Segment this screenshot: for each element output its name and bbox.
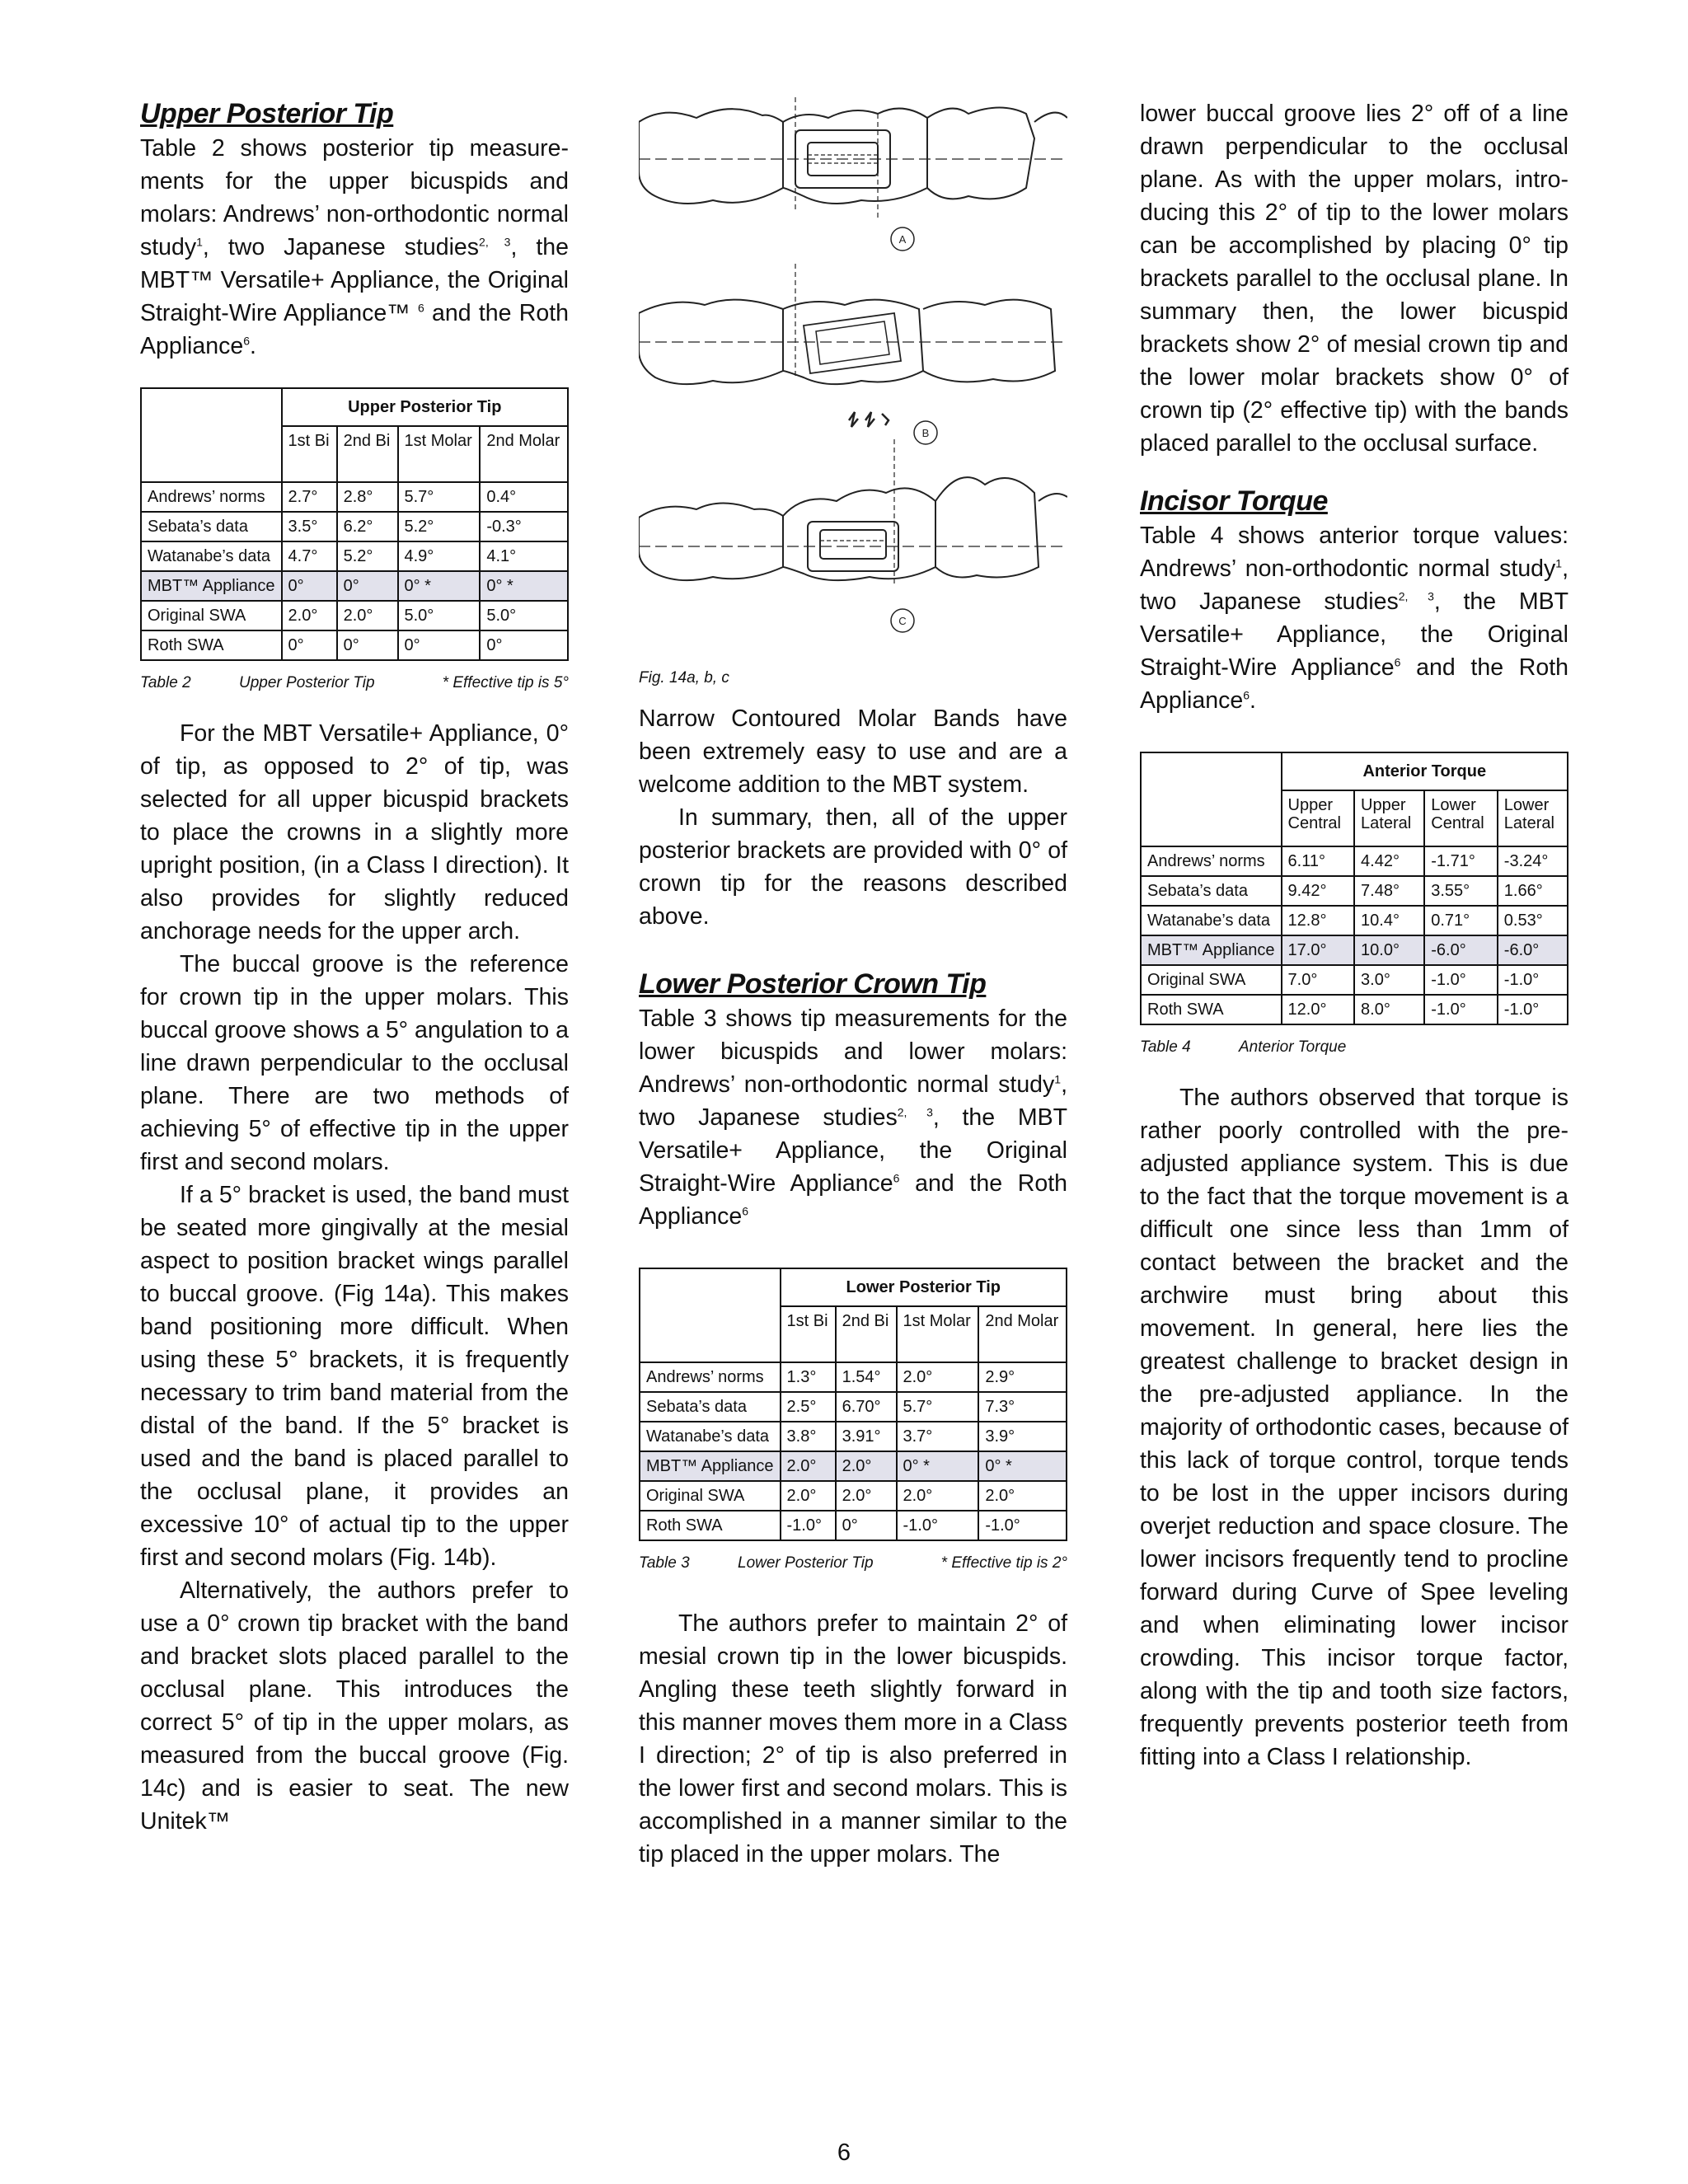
diagram-panel-a (639, 97, 1067, 251)
diagram-panel-b (639, 264, 1067, 444)
table-row (141, 512, 568, 541)
reference-superscript: 6 (417, 301, 424, 315)
table-2-caption (140, 674, 569, 692)
paragraph-alternatively: Alternatively, the authors prefer to use a 0° crown tip bracket with the band and bracket slots placed parallel to the occlusal plane. This introduces the correct 5° of tip in the upper molars, as measured from the buccal groove (Fig. 14c) and is easier to seat. The new Unitek™ (140, 1577, 569, 1835)
table-cell: 10.0° (1354, 935, 1424, 965)
table-corner-cell (1141, 752, 1282, 846)
row-label: MBT™ Appliance (1141, 935, 1282, 965)
table-row (141, 571, 568, 601)
table-cell: -1.0° (978, 1511, 1067, 1540)
text-run: , the MBT™ Versatile+ Appliance, the Original Straight-Wire Appliance™ (140, 234, 569, 326)
table-cell: -1.0° (897, 1511, 979, 1540)
table-cell: 0.53° (1498, 906, 1568, 935)
table-row (640, 1481, 1067, 1511)
table-cell: 4.7° (282, 541, 337, 571)
column-header: 1st Bi (282, 426, 337, 482)
table-cell: 7.0° (1282, 965, 1355, 995)
text-run: , two Japanese studies (1140, 555, 1568, 615)
caption-label: Table 3 (639, 1554, 690, 1572)
table-row (141, 630, 568, 660)
text-run: , the MBT Versatile+ Appliance, the Original Straight-Wire Appliance (639, 1104, 1067, 1197)
table-cell: 0.4° (480, 482, 568, 512)
table-row (640, 1362, 1067, 1392)
caption-title: Lower Posterior Tip (738, 1554, 874, 1572)
table-cell: 5.0° (480, 601, 568, 630)
column-header: 2nd Molar (480, 426, 568, 482)
text-run: and the Roth Appliance (1140, 654, 1568, 714)
row-label: Roth SWA (640, 1511, 781, 1540)
table-cell: 5.2° (337, 541, 398, 571)
paragraph-mbt-bicuspid: For the MBT Versatile+ Appliance, 0° of tip, as opposed to 2° of tip, was selected for all upper bicuspid brackets to place the crowns in a slightly more upright position, (in a Class I direction). It also provides for slightly reduced anchorage needs for the upper arch. (140, 720, 569, 944)
reference-superscript: 6 (1243, 688, 1250, 702)
table-cell: 2.0° (836, 1451, 897, 1481)
row-label: Original SWA (1141, 965, 1282, 995)
diagram-panel-c (639, 439, 1067, 632)
table-cell: 17.0° (1282, 935, 1355, 965)
table-cell: 0° (337, 630, 398, 660)
table-cell: -6.0° (1424, 935, 1498, 965)
text-run: . (1249, 687, 1256, 714)
table-cell: 6.11° (1282, 846, 1355, 876)
table-cell: 2.0° (282, 601, 337, 630)
row-label: Original SWA (640, 1481, 781, 1511)
row-label: Roth SWA (141, 630, 282, 660)
table-cell: 3.9° (978, 1422, 1067, 1451)
column-header: 2nd Bi (337, 426, 398, 482)
reference-superscript: 6 (742, 1204, 748, 1218)
table-cell: 0° (282, 630, 337, 660)
table-cell: 2.0° (337, 601, 398, 630)
row-label: Andrews’ norms (141, 482, 282, 512)
table-anterior-torque (1140, 752, 1568, 1025)
figure-14 (639, 97, 1067, 666)
text-run: Table 2 shows posterior tip measure-ments for the upper bicuspids and molars: Andrews’ non-orthodontic normal study (140, 135, 569, 260)
table-row (640, 1392, 1067, 1422)
table-cell: 7.48° (1354, 876, 1424, 906)
table-cell: 12.0° (1282, 995, 1355, 1024)
table-cell: 5.7° (897, 1392, 979, 1422)
table-cell: 0° (337, 571, 398, 601)
table-cell: 4.1° (480, 541, 568, 571)
paragraph-table3-intro (639, 1002, 1067, 1233)
table-title: Upper Posterior Tip (282, 388, 568, 426)
reference-superscript: 6 (1394, 655, 1401, 669)
column-2 (639, 97, 1067, 1871)
table-4-caption (1140, 1038, 1568, 1057)
page-number: 6 (837, 2139, 851, 2166)
paragraph-buccal-groove: The buccal groove is the reference for crown tip in the upper molars. This buccal groove shows a 5° angulation to a line drawn perpendicular to the occlusal plane. There are two methods of achieving 5° of effective tip in the upper first and second molars. (140, 951, 569, 1175)
table-cell: 0° (398, 630, 481, 660)
table-row (1141, 935, 1568, 965)
table-corner-cell (640, 1268, 781, 1362)
table-cell: 0° * (897, 1451, 979, 1481)
table-cell: -6.0° (1498, 935, 1568, 965)
row-label: Roth SWA (1141, 995, 1282, 1024)
caption-label: Table 2 (140, 674, 191, 691)
text-run: , two Japanese studies (202, 234, 480, 260)
table-cell: -0.3° (480, 512, 568, 541)
table-row (640, 1451, 1067, 1481)
table-row (141, 541, 568, 571)
table-row (1141, 876, 1568, 906)
table-cell: 0° * (480, 571, 568, 601)
table-cell: 6.70° (836, 1392, 897, 1422)
table-cell: 4.9° (398, 541, 481, 571)
table-cell: 2.5° (781, 1392, 836, 1422)
table-cell: 0° * (978, 1451, 1067, 1481)
table-cell: -1.0° (781, 1511, 836, 1540)
column-header: 1st Bi (781, 1306, 836, 1362)
table-cell: 12.8° (1282, 906, 1355, 935)
reference-superscript: 1 (1555, 556, 1563, 570)
figure-label-a: A (898, 233, 907, 246)
column-1 (140, 97, 569, 1838)
column-header: 2nd Molar (978, 1306, 1067, 1362)
text-run: , the MBT Versatile+ Appliance, the Original Straight-Wire Appliance (1140, 588, 1568, 681)
row-label: MBT™ Appliance (141, 571, 282, 601)
reference-superscript: 2, 3 (1398, 589, 1434, 603)
text-run: . (249, 333, 256, 359)
row-label: MBT™ Appliance (640, 1451, 781, 1481)
reference-superscript: 2, 3 (479, 235, 511, 249)
caption-title: Upper Posterior Tip (239, 674, 375, 691)
table-cell: 8.0° (1354, 995, 1424, 1024)
table-cell: 2.0° (836, 1481, 897, 1511)
figure-label-c: C (898, 615, 907, 627)
table-cell: 0° * (398, 571, 481, 601)
table-row (1141, 906, 1568, 935)
table-cell: 2.0° (781, 1451, 836, 1481)
heading-upper-posterior-tip: Upper Posterior Tip (140, 98, 394, 129)
table-row (1141, 965, 1568, 995)
table-row (1141, 995, 1568, 1024)
figure-caption: Fig. 14a, b, c (639, 669, 729, 687)
table-cell: 3.8° (781, 1422, 836, 1451)
table-lower-posterior-tip (639, 1268, 1067, 1541)
table-cell: 7.3° (978, 1392, 1067, 1422)
figure-label-b: B (921, 427, 930, 439)
table-row (1141, 846, 1568, 876)
table-cell: 2.0° (897, 1362, 979, 1392)
paragraph-table2-intro (140, 132, 569, 363)
table-row (141, 482, 568, 512)
heading-incisor-torque: Incisor Torque (1140, 485, 1328, 517)
molar-band-diagram (639, 97, 1067, 666)
paragraph-narrow-bands: Narrow Contoured Molar Bands have been extremely easy to use and are a welcome addition to the MBT system. (639, 705, 1067, 798)
reference-superscript: 6 (243, 334, 250, 348)
table-cell: 4.42° (1354, 846, 1424, 876)
column-header: 1st Molar (897, 1306, 979, 1362)
table-cell: 0° (282, 571, 337, 601)
row-label: Sebata’s data (640, 1392, 781, 1422)
table-cell: 3.91° (836, 1422, 897, 1451)
table-cell: 2.0° (897, 1481, 979, 1511)
table-row (141, 601, 568, 630)
caption-note: * Effective tip is 5° (442, 674, 569, 691)
table-cell: 5.7° (398, 482, 481, 512)
column-header: 2nd Bi (836, 1306, 897, 1362)
table-cell: 3.0° (1354, 965, 1424, 995)
text-run: and the Roth Appliance (140, 300, 569, 359)
table-3-caption (639, 1554, 1067, 1572)
reference-superscript: 6 (893, 1171, 900, 1185)
table-cell: -1.71° (1424, 846, 1498, 876)
table-cell: 10.4° (1354, 906, 1424, 935)
paragraph-torque-discussion: The authors observed that torque is rather poorly controlled with the pre-adjusted appliance system. This is due to the fact that the torque movement is a difficult one since less than 1mm of contact between the bracket and the archwire must bring about this movement. In general, here lies the greatest challenge to bracket design in the pre-adjusted appliance. In the majority of orthodontic cases, because of this lack of torque control, torque tends to be lost in the upper incisors during overjet reduction and space closure. The lower incisors frequently tend to procline forward during Curve of Spee leveling and when eliminating lower incisor crowding. This incisor torque factor, along with the tip and tooth size factors, frequently prevents posterior teeth from fitting into a Class I relationship. (1140, 1085, 1568, 1770)
caption-label: Table 4 (1140, 1038, 1191, 1056)
table-cell: 5.0° (398, 601, 481, 630)
table-cell: 6.2° (337, 512, 398, 541)
table-cell: -1.0° (1424, 995, 1498, 1024)
table-cell: 1.3° (781, 1362, 836, 1392)
paragraph-lower-bicuspids: The authors prefer to maintain 2° of mesial crown tip in the lower bicuspids. Angling these teeth slightly forward in this manner moves them more in a Class I direction; 2° of tip is also preferred in the lower first and second molars. This is accomplished in a manner similar to the tip placed in the upper molars. The (639, 1610, 1067, 1868)
column-header: Lower Lateral (1498, 790, 1568, 846)
table-cell: 2.8° (337, 482, 398, 512)
caption-note: * Effective tip is 2° (940, 1554, 1067, 1572)
row-label: Andrews’ norms (1141, 846, 1282, 876)
paragraph-5deg-bracket: If a 5° bracket is used, the band must be seated more gingivally at the mesial aspect to position bracket wings parallel to buccal groove. (Fig 14a). This makes band positioning more difficult. When using these 5° brackets, it is frequently necessary to trim band material from the distal of the band. If the 5° bracket is used and the band is placed parallel to the occlusal plane, it provides an excessive 10° of actual tip to the upper first and second molars (Fig. 14b). (140, 1182, 569, 1571)
data-table (639, 1268, 1067, 1541)
paragraph-lower-buccal-groove: lower buccal groove lies 2° off of a line drawn perpendicular to the occlusal plane. As with the upper molars, intro-ducing this 2° of tip to the lower molars can be accomplished by placing 0° tip brackets parallel to the occlusal plane. In summary then, the lower bicuspid brackets show 2° of mesial crown tip and the lower molar brackets show 0° of crown tip (2° effective tip) with the bands placed parallel to the occlusal surface. (1140, 101, 1568, 457)
table-cell: 2.7° (282, 482, 337, 512)
table-cell: 0° (480, 630, 568, 660)
reference-superscript: 1 (1054, 1072, 1062, 1086)
caption-title: Anterior Torque (1239, 1038, 1347, 1056)
table-cell: -1.0° (1498, 965, 1568, 995)
text-run: Table 4 shows anterior torque values: Andrews’ non-orthodontic normal study (1140, 523, 1568, 582)
table-corner-cell (141, 388, 282, 482)
row-label: Watanabe’s data (640, 1422, 781, 1451)
row-label: Andrews’ norms (640, 1362, 781, 1392)
column-header: Lower Central (1424, 790, 1498, 846)
text-run: , two Japanese studies (639, 1071, 1067, 1131)
table-cell: 1.54° (836, 1362, 897, 1392)
row-label: Watanabe’s data (141, 541, 282, 571)
heading-lower-posterior-crown-tip: Lower Posterior Crown Tip (639, 968, 987, 1000)
paragraph-table4-intro (1140, 519, 1568, 717)
reference-superscript: 2, 3 (897, 1105, 933, 1119)
table-cell: 1.66° (1498, 876, 1568, 906)
table-row (640, 1511, 1067, 1540)
reference-superscript: 1 (196, 235, 203, 249)
row-label: Watanabe’s data (1141, 906, 1282, 935)
data-table (140, 387, 569, 661)
data-table (1140, 752, 1568, 1025)
table-cell: 2.0° (781, 1481, 836, 1511)
table-cell: -3.24° (1498, 846, 1568, 876)
table-cell: 0° (836, 1511, 897, 1540)
column-header: Upper Lateral (1354, 790, 1424, 846)
table-cell: 9.42° (1282, 876, 1355, 906)
table-cell: 2.0° (978, 1481, 1067, 1511)
table-row (640, 1422, 1067, 1451)
text-run: and the Roth Appliance (639, 1170, 1067, 1230)
text-run: Table 3 shows tip measurements for the lower bicuspids and lower molars: Andrews’ non-orthodontic normal study (639, 1005, 1067, 1098)
column-3 (1140, 97, 1568, 1774)
table-upper-posterior-tip (140, 387, 569, 661)
row-label: Sebata’s data (1141, 876, 1282, 906)
table-cell: -1.0° (1424, 965, 1498, 995)
table-cell: 2.9° (978, 1362, 1067, 1392)
row-label: Original SWA (141, 601, 282, 630)
row-label: Sebata’s data (141, 512, 282, 541)
paragraph-summary-upper: In summary, then, all of the upper posterior brackets are provided with 0° of crown tip for the reasons described above. (639, 804, 1067, 930)
table-cell: 5.2° (398, 512, 481, 541)
table-cell: 3.5° (282, 512, 337, 541)
table-cell: -1.0° (1498, 995, 1568, 1024)
table-cell: 3.55° (1424, 876, 1498, 906)
table-title: Lower Posterior Tip (781, 1268, 1067, 1306)
column-header: 1st Molar (398, 426, 481, 482)
column-header: Upper Central (1282, 790, 1355, 846)
table-title: Anterior Torque (1282, 752, 1568, 790)
table-cell: 0.71° (1424, 906, 1498, 935)
table-cell: 3.7° (897, 1422, 979, 1451)
